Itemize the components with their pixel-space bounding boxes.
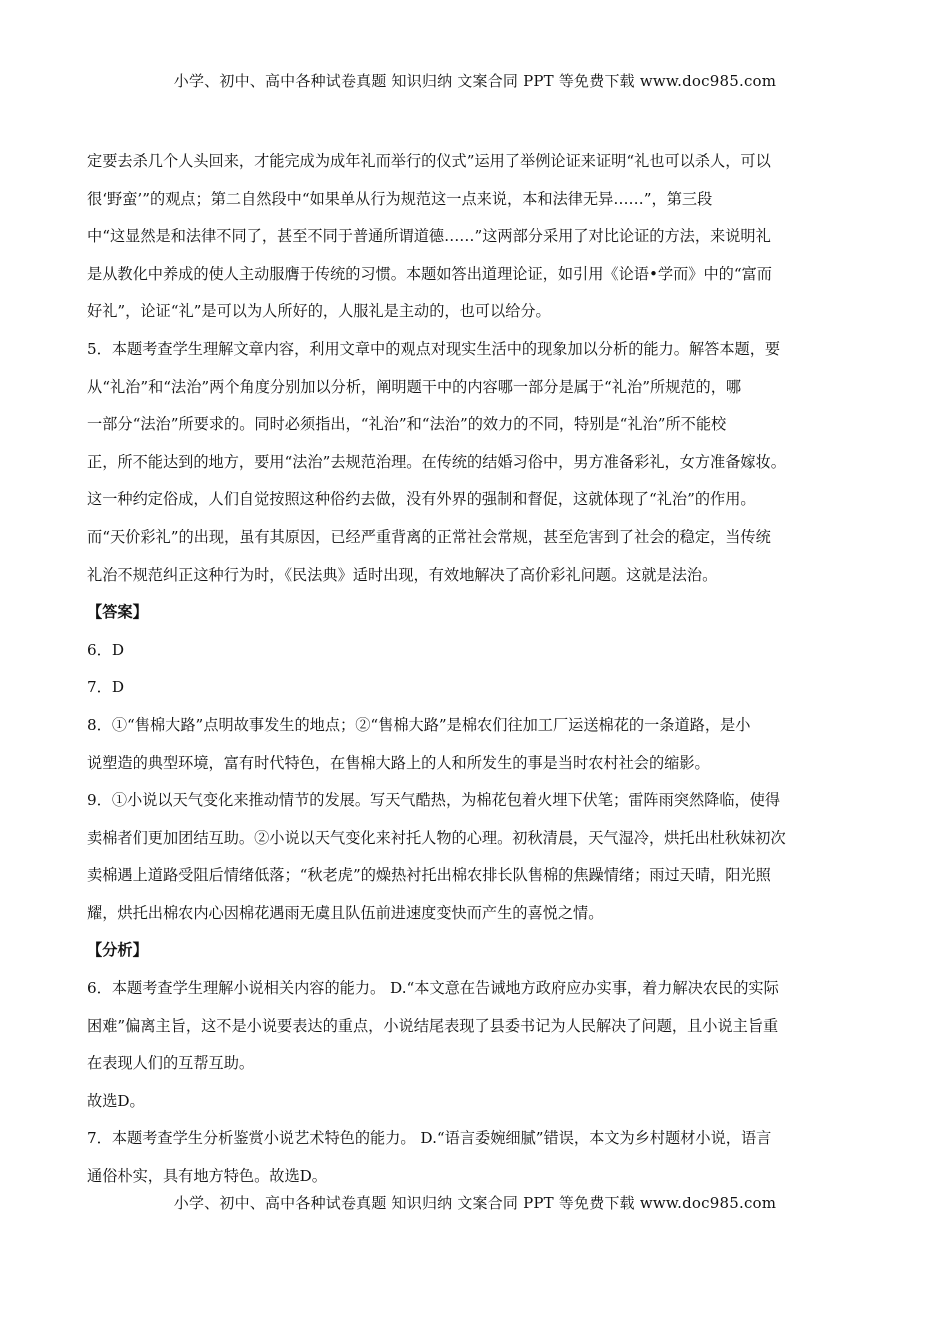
text-line: 在表现人们的互帮互助。 [87, 1054, 255, 1073]
text-line: 耀，烘托出棉农内心因棉花遇雨无虞且队伍前进速度变快而产生的喜悦之情。 [87, 903, 604, 922]
text-line: 7．D [87, 678, 125, 697]
analysis-heading: 【分析】 [87, 941, 148, 960]
text-line: 中“这显然是和法律不同了，甚至不同于普通所谓道德……”这两部分采用了对比论证的方法，来说明礼 [87, 227, 771, 246]
page-footer: 小学、初中、高中各种试卷真题 知识归纳 文案合同 PPT 等免费下载 www.doc985.com [173, 1194, 777, 1212]
text-line: 卖棉遇上道路受阻后情绪低落；“秋老虎”的燥热衬托出棉农排长队售棉的焦躁情绪；雨过天晴，阳光照 [87, 866, 771, 885]
text-line: 定要去杀几个人头回来，才能完成为成年礼而举行的仪式”运用了举例论证来证明“礼也可以杀人，可以 [87, 152, 771, 170]
text-line: 是从教化中养成的使人主动服膺于传统的习惯。本题如答出道理论证，如引用《论语•学而》中的“富而 [87, 264, 772, 283]
text-line: 卖棉者们更加团结互助。②小说以天气变化来衬托人物的心理。初秋清晨，天气湿冷，烘托出杜秋妹初次 [87, 828, 786, 847]
text-line: 从“礼治”和“法治”两个角度分别加以分析，阐明题干中的内容哪一部分是属于“礼治”所规范的，哪 [87, 377, 742, 396]
text-line: 7．本题考查学生分析鉴赏小说艺术特色的能力。 D.“语言委婉细腻”错误，本文为乡村题材小说，语言 [87, 1129, 772, 1148]
document-body [87, 143, 872, 1196]
text-line: 5．本题考查学生理解文章内容，利用文章中的观点对现实生活中的现象加以分析的能力。解答本题，要 [87, 339, 781, 358]
text-line: 一部分“法治”所要求的。同时必须指出，“礼治”和“法治”的效力的不同，特别是“礼治”所不能校 [87, 415, 727, 434]
text-line: 这一种约定俗成，人们自觉按照这种俗约去做，没有外界的强制和督促，这就体现了“礼治”的作用。 [87, 490, 756, 509]
text-line: 通俗朴实，具有地方特色。故选D。 [87, 1167, 327, 1186]
text-line: 6．本题考查学生理解小说相关内容的能力。 D.“本文意在告诫地方政府应办实事，着力解决农民的实际 [87, 979, 779, 998]
text-line: 而“天价彩礼”的出现，虽有其原因，已经严重背离的正常社会常规，甚至危害到了社会的稳定，当传统 [87, 527, 771, 546]
text-line: 6．D [87, 640, 125, 659]
text-line: 困难”偏离主旨，这不是小说要表达的重点，小说结尾表现了县委书记为人民解决了问题，且小说主旨重 [87, 1016, 779, 1035]
answer-heading: 【答案】 [87, 603, 148, 622]
text-line: 8．①“售棉大路”点明故事发生的地点；②“售棉大路”是棉农们往加工厂运送棉花的一条道路，是小 [87, 715, 751, 734]
text-line: 正，所不能达到的地方，要用“法治”去规范治理。在传统的结婚习俗中，男方准备彩礼，女方准备嫁妆。 [87, 452, 786, 471]
page-header: 小学、初中、高中各种试卷真题 知识归纳 文案合同 PPT 等免费下载 www.doc985.com [173, 72, 777, 90]
text-line: 9．①小说以天气变化来推动情节的发展。写天气酷热，为棉花包着火埋下伏笔；雷阵雨突然降临，使得 [87, 791, 781, 810]
text-line: 故选D。 [87, 1091, 145, 1110]
text-line: 好礼”，论证“礼”是可以为人所好的，人服礼是主动的，也可以给分。 [87, 302, 551, 321]
text-line: 很‘野蛮’”的观点；第二自然段中“如果单从行为规范这一点来说，本和法律无异……”，第三段 [87, 189, 713, 208]
text-line: 礼治不规范纠正这种行为时，《民法典》适时出现，有效地解决了高价彩礼问题。这就是法治。 [87, 565, 718, 584]
text-line: 说塑造的典型环境，富有时代特色，在售棉大路上的人和所发生的事是当时农村社会的缩影。 [87, 753, 710, 772]
